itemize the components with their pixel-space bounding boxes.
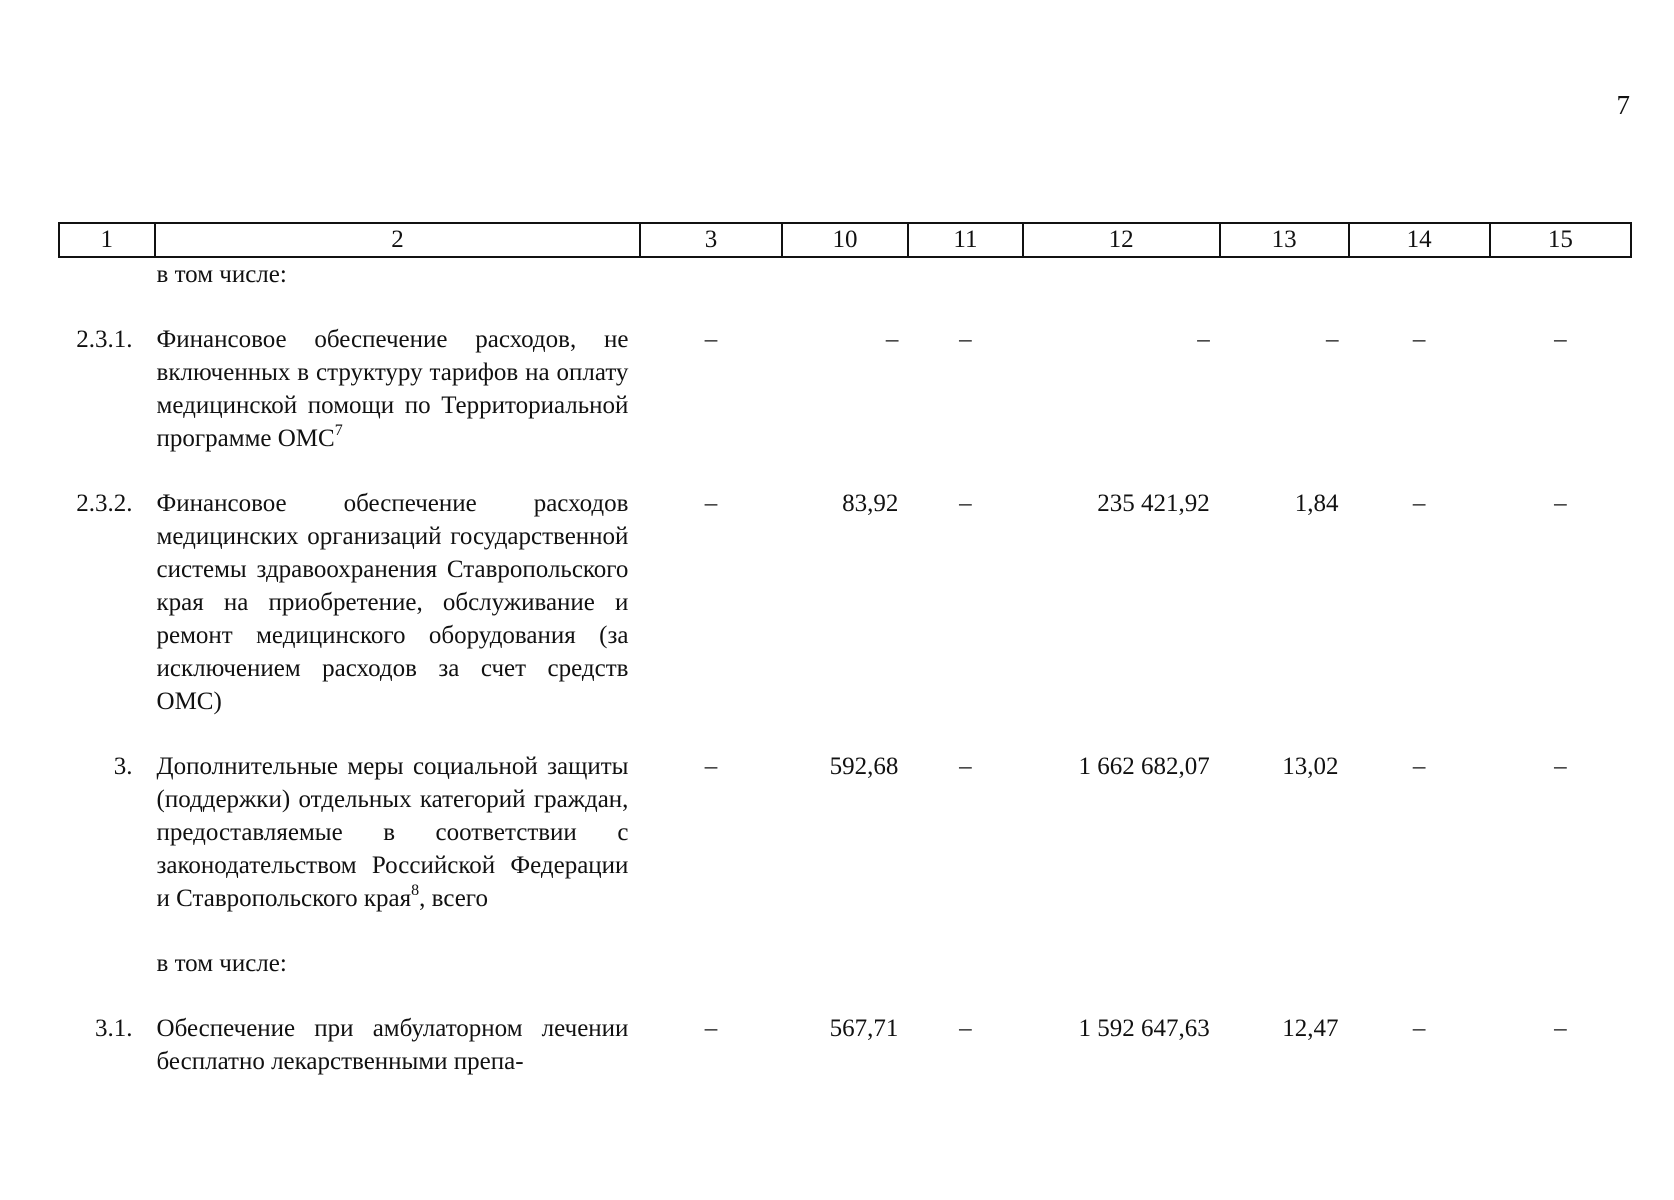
cell-col-15: – — [1554, 326, 1567, 353]
cell-col-10: 83,92 — [842, 490, 899, 517]
cell-col-14: – — [1412, 753, 1426, 780]
header-col-11: 11 — [908, 223, 1022, 257]
cell-col-3: – — [704, 1015, 718, 1042]
spacer-cell — [59, 718, 1631, 750]
cell-col-12: 1 592 647,63 — [1078, 1015, 1210, 1042]
cell-col-15: – — [1554, 753, 1567, 780]
cell-col-12: – — [1197, 326, 1210, 353]
cell-col-12: 1 662 682,07 — [1078, 753, 1210, 780]
row-description — [155, 487, 641, 718]
footnote-marker: 8 — [411, 881, 420, 899]
cell-col-15: – — [1554, 490, 1567, 517]
cell-col-10: 592,68 — [829, 753, 899, 780]
header-col-12: 12 — [1023, 223, 1220, 257]
subheading-text: в том числе: — [156, 950, 287, 977]
cell-col-3: – — [704, 753, 718, 780]
row-spacer — [59, 915, 1631, 947]
spacer-cell — [59, 915, 1631, 947]
subheading-text: в том числе: — [156, 261, 287, 288]
spacer-cell — [59, 455, 1631, 487]
header-col-13: 13 — [1220, 223, 1349, 257]
description-text: Финансовое обеспечение расходов, не включенных в структуру тарифов на оплату медицинской помощи по Территориальной программе ОМС — [156, 326, 629, 452]
description-text: Обеспечение при амбулаторном лечении бесплатно лекарственными препа- — [156, 1015, 629, 1075]
footnote-marker: 7 — [334, 421, 343, 439]
empty-cell — [59, 257, 155, 291]
description-text: Дополнительные меры социальной защиты (поддержки) отдельных категорий граждан, предоставляемые в соответствии с законодательством Российской Федерации и Ставропольского края — [156, 753, 629, 912]
cell-col-12: 235 421,92 — [1097, 490, 1210, 517]
row-description — [155, 750, 641, 915]
row-description — [155, 323, 641, 455]
table-row — [59, 1012, 1631, 1078]
spacer-cell — [59, 291, 1631, 323]
page-number: 7 — [1616, 90, 1630, 120]
header-col-2: 2 — [155, 223, 641, 257]
cell-col-10: 567,71 — [829, 1015, 899, 1042]
cell-col-14: – — [1412, 1015, 1426, 1042]
cell-col-14: – — [1412, 326, 1426, 353]
cell-col-11: – — [959, 753, 972, 780]
header-col-14: 14 — [1349, 223, 1490, 257]
cell-col-13: 1,84 — [1294, 490, 1339, 517]
table-subheading-row — [59, 947, 1631, 980]
header-col-10: 10 — [782, 223, 909, 257]
table-row — [59, 750, 1631, 915]
header-col-15: 15 — [1490, 223, 1631, 257]
row-number: 3.1. — [95, 1015, 133, 1042]
row-number: 2.3.2. — [76, 490, 133, 517]
spacer-cell — [59, 980, 1631, 1012]
cell-col-11: – — [959, 326, 972, 353]
column-number-header — [59, 223, 1631, 257]
row-spacer — [59, 718, 1631, 750]
row-spacer — [59, 291, 1631, 323]
header-col-3: 3 — [640, 223, 781, 257]
empty-cell — [59, 947, 155, 980]
cell-col-11: – — [959, 490, 972, 517]
row-number: 2.3.1. — [76, 326, 133, 353]
row-spacer — [59, 455, 1631, 487]
description-suffix: , всего — [419, 885, 488, 912]
table-row — [59, 487, 1631, 718]
cell-col-13: 12,47 — [1282, 1015, 1339, 1042]
description-text: Финансовое обеспечение расходов медицинских организаций государственной системы здравоохранения Ставропольского края на приобретение, обслуживание и ремонт медицинского оборудования (за исключением расходов за счет средств ОМС) — [156, 490, 629, 715]
cell-col-10: – — [885, 326, 899, 353]
cell-col-13: 13,02 — [1282, 753, 1339, 780]
cell-col-13: – — [1326, 326, 1339, 353]
header-col-1: 1 — [59, 223, 155, 257]
cell-col-11: – — [959, 1015, 972, 1042]
table-row — [59, 323, 1631, 455]
cell-col-15: – — [1554, 1015, 1567, 1042]
cell-col-14: – — [1412, 490, 1426, 517]
cell-col-3: – — [704, 326, 718, 353]
table-subheading-row — [59, 257, 1631, 291]
row-number: 3. — [113, 753, 133, 780]
cell-col-3: – — [704, 490, 718, 517]
row-spacer — [59, 980, 1631, 1012]
row-description — [155, 1012, 641, 1078]
empty-cell — [640, 257, 1631, 291]
empty-cell — [640, 947, 1631, 980]
table-body — [59, 257, 1631, 1078]
data-table — [58, 222, 1632, 1078]
